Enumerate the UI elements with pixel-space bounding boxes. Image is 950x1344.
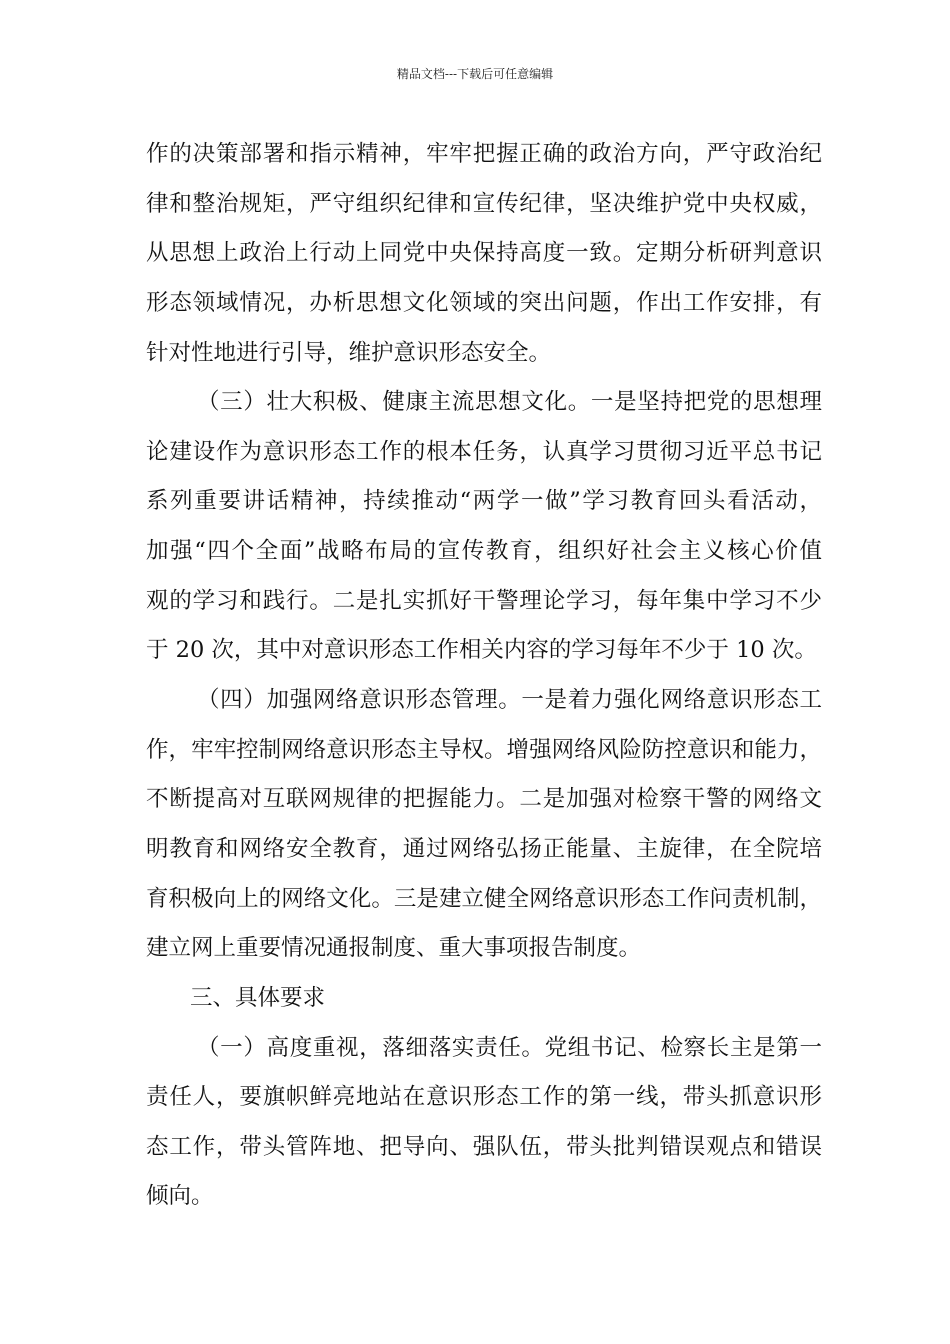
- text-line: 于 20 次，其中对意识形态工作相关内容的学习每年不少于 10 次。: [146, 637, 817, 664]
- text-line: 针对性地进行引导，维护意识形态安全。: [146, 339, 552, 366]
- document-body: [146, 130, 822, 1222]
- text-line: 不断提高对互联网规律的把握能力。二是加强对检察干警的网络文: [146, 786, 822, 813]
- text-line: 论建设作为意识形态工作的根本任务，认真学习贯彻习近平总书记: [146, 438, 822, 465]
- text-line: 观的学习和践行。二是扎实抓好干警理论学习，每年集中学习不少: [146, 587, 822, 614]
- text-line: 态工作，带头管阵地、把导向、强队伍，带头批判错误观点和错误: [146, 1133, 822, 1160]
- text-line: （四）加强网络意识形态管理。一是着力强化网络意识形态工: [197, 687, 822, 714]
- text-line: 三、具体要求: [190, 984, 326, 1011]
- text-line: 明教育和网络安全教育，通过网络弘扬正能量、主旋律，在全院培: [146, 835, 822, 862]
- text-line: 育积极向上的网络文化。三是建立健全网络意识形态工作问责机制，: [146, 885, 822, 912]
- text-line: 倾向。: [146, 1183, 214, 1210]
- text-line: 系列重要讲话精神，持续推动“两学一做”学习教育回头看活动，: [146, 488, 822, 515]
- text-line: 加强“四个全面”战略布局的宣传教育，组织好社会主义核心价值: [146, 538, 822, 565]
- text-line: 从思想上政治上行动上同党中央保持高度一致。定期分析研判意识: [146, 240, 822, 267]
- text-line: 律和整治规矩，严守组织纪律和宣传纪律，坚决维护党中央权威，: [146, 190, 822, 217]
- text-line: 形态领域情况，办析思想文化领域的突出问题，作出工作安排，有: [146, 289, 822, 316]
- text-line: 责任人，要旗帜鲜亮地站在意识形态工作的第一线，带头抓意识形: [146, 1084, 822, 1111]
- text-line: 作，牢牢控制网络意识形态主导权。增强网络风险防控意识和能力，: [146, 736, 822, 763]
- text-line: 建立网上重要情况通报制度、重大事项报告制度。: [146, 935, 642, 962]
- text-line: 作的决策部署和指示精神，牢牢把握正确的政治方向，严守政治纪: [146, 141, 822, 167]
- page-header: 精品文档---下载后可任意编辑: [396, 67, 554, 81]
- text-line: （三）壮大积极、健康主流思想文化。一是坚持把党的思想理: [197, 389, 822, 416]
- text-line: （一）高度重视，落细落实责任。党组书记、检察长主是第一: [197, 1034, 822, 1061]
